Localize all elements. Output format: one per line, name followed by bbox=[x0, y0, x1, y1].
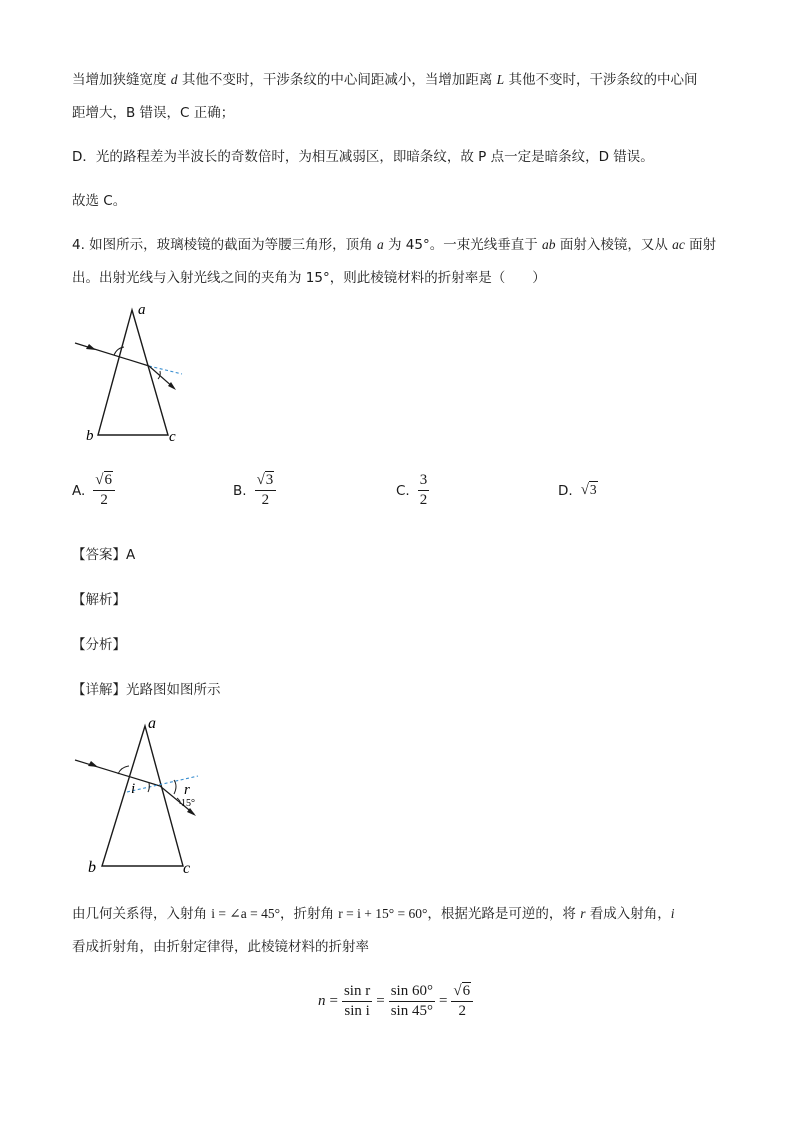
text-segment: 看成入射角， bbox=[585, 906, 671, 922]
equals-sign: = bbox=[438, 993, 448, 1009]
label-15: 15° bbox=[181, 798, 195, 809]
radicand: 6 bbox=[104, 472, 113, 488]
var-r: r bbox=[580, 906, 586, 921]
detail-text: 光路图如图所示 bbox=[126, 682, 221, 698]
angle-arc-r bbox=[174, 780, 176, 794]
answer-tag: 【答案】 bbox=[72, 547, 126, 563]
label-a: a bbox=[148, 715, 156, 732]
option-b-value: $\frac{√3}{2}$ bbox=[255, 472, 277, 509]
label-a: a bbox=[138, 302, 146, 318]
option-a-label: A. bbox=[72, 482, 86, 499]
var-ab: ab bbox=[542, 237, 556, 252]
denominator: 2 bbox=[261, 492, 270, 508]
para1-line1 bbox=[72, 68, 697, 88]
text-segment: ，根据光路是可逆的，将 bbox=[427, 906, 581, 922]
text-segment: 其他不变时，干涉条纹的中心间 bbox=[504, 72, 698, 88]
incident-ray bbox=[75, 343, 149, 366]
option-c-label: C. bbox=[396, 482, 410, 499]
var-d: d bbox=[170, 72, 178, 87]
text-segment: 面射入棱镜，又从 bbox=[555, 237, 673, 253]
option-a-value: $\frac{√6}{2}$ bbox=[93, 472, 115, 509]
option-b[interactable] bbox=[233, 472, 276, 509]
radicand: 3 bbox=[265, 472, 274, 488]
incident-ray bbox=[75, 760, 160, 786]
answer-line bbox=[72, 543, 135, 563]
fenxi-tag: 【分析】 bbox=[72, 637, 126, 653]
incident-angle-eq: i = ∠a = 45° bbox=[211, 906, 280, 921]
option-d-label: D. bbox=[558, 482, 573, 499]
radicand: 3 bbox=[589, 482, 597, 497]
incident-arrow bbox=[88, 761, 98, 767]
para2: D．光的路程差为半波长的奇数倍时，为相互减弱区，即暗条纹，故 P 点一定是暗条纹，D 错误。 bbox=[72, 149, 654, 165]
derivation-line2: 看成折射角，由折射定律得，此棱镜材料的折射率 bbox=[72, 939, 369, 955]
var-a: a bbox=[376, 237, 384, 252]
prism-triangle bbox=[98, 310, 168, 435]
var-i: i bbox=[670, 906, 675, 921]
var-n: n bbox=[318, 993, 326, 1009]
detail-tag: 【详解】 bbox=[72, 682, 126, 698]
equals-sign: = bbox=[376, 993, 385, 1009]
incident-arrow bbox=[86, 344, 96, 350]
option-a[interactable] bbox=[72, 472, 115, 509]
para3: 故选 C。 bbox=[72, 193, 127, 209]
label-r: r bbox=[184, 782, 190, 798]
label-i: i bbox=[131, 781, 136, 797]
label-c: c bbox=[169, 429, 176, 445]
equals-sign: = bbox=[329, 993, 338, 1009]
fraction-sqrt6-2: $\frac{√6}{2}$ bbox=[451, 983, 473, 1020]
option-b-label: B. bbox=[233, 482, 247, 499]
angle-arc-entry bbox=[118, 766, 129, 774]
para1-line2: 距增大，B 错误，C 正确； bbox=[72, 105, 235, 121]
denominator: sin i bbox=[344, 1003, 370, 1019]
label-b: b bbox=[86, 428, 94, 444]
refraction-angle-eq: r = i + 15° = 60° bbox=[338, 906, 428, 921]
numerator: sin r bbox=[342, 983, 372, 1002]
text-segment: 当增加狭缝宽度 bbox=[72, 72, 171, 88]
text-segment: 为 45°。一束光线垂直于 bbox=[383, 237, 543, 253]
question-line1 bbox=[72, 233, 716, 253]
option-c-value bbox=[418, 472, 430, 509]
var-ac: ac bbox=[672, 237, 685, 252]
text-segment: 面射 bbox=[684, 237, 717, 253]
denominator: 2 bbox=[100, 492, 108, 508]
text-segment: 4. 如图所示，玻璃棱镜的截面为等腰三角形，顶角 bbox=[72, 237, 377, 253]
denominator: 2 bbox=[458, 1003, 467, 1019]
label-c: c bbox=[183, 860, 191, 877]
prism-triangle bbox=[102, 726, 183, 866]
numerator: sin 60° bbox=[389, 983, 435, 1002]
option-d[interactable] bbox=[558, 482, 598, 499]
question-line2: 出。出射光线与入射光线之间的夹角为 15°，则此棱镜材料的折射率是（ ） bbox=[72, 270, 546, 286]
denominator: sin 45° bbox=[390, 1003, 433, 1019]
fraction-sinr-sini bbox=[342, 983, 372, 1020]
label-b: b bbox=[88, 859, 96, 876]
prism-figure-2 bbox=[70, 708, 220, 883]
text-segment: 由几何关系得，入射角 bbox=[72, 906, 212, 922]
fraction-sin60-sin45 bbox=[389, 983, 435, 1020]
option-d-value: √3 bbox=[580, 482, 597, 498]
denominator: 2 bbox=[419, 492, 428, 508]
derivation-line1 bbox=[72, 902, 675, 922]
refractive-index-formula bbox=[318, 983, 473, 1020]
detail-line bbox=[72, 678, 221, 698]
var-L: L bbox=[496, 72, 505, 87]
text-segment: 其他不变时，干涉条纹的中心间距减小，当增加距离 bbox=[177, 72, 497, 88]
option-c[interactable] bbox=[396, 472, 429, 509]
answer-value: A bbox=[126, 547, 136, 563]
analysis-tag: 【解析】 bbox=[72, 592, 126, 608]
text-segment: ，折射角 bbox=[279, 906, 339, 922]
angle-arc-entry bbox=[114, 347, 124, 355]
prism-figure-1 bbox=[70, 298, 200, 448]
numerator: 3 bbox=[418, 472, 430, 491]
radicand: 6 bbox=[462, 983, 471, 999]
